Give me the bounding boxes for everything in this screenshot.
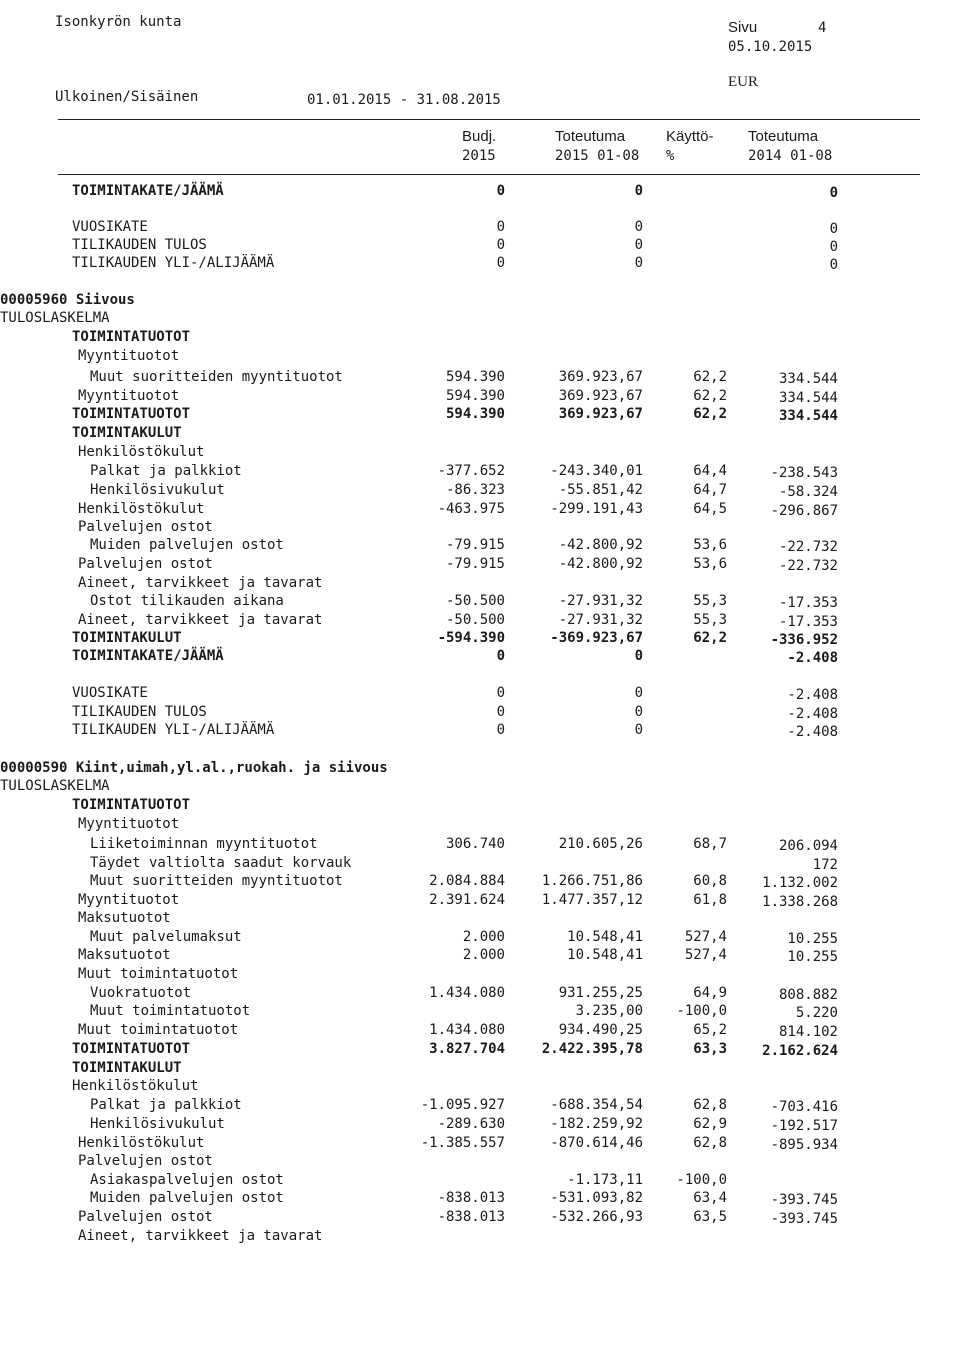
row-label: Myyntituotot xyxy=(78,816,180,832)
cell-actual: -182.259,92 xyxy=(550,1116,643,1132)
cell-budget: 0 xyxy=(496,704,505,720)
row-label: Täydet valtiolta saadut korvauk xyxy=(90,855,352,871)
cell-prev: -296.867 xyxy=(770,503,838,519)
header-top-rule xyxy=(58,119,920,120)
row-label: Asiakaspalvelujen ostot xyxy=(90,1172,284,1188)
cell-prev: 334.544 xyxy=(778,390,838,406)
row-label: Maksutuotot xyxy=(78,947,171,963)
cell-budget: 0 xyxy=(496,219,505,235)
col-budget-heading-1: Budj. xyxy=(462,128,497,145)
cell-pct: 64,7 xyxy=(693,482,727,498)
row-label: TOIMINTAKULUT xyxy=(72,630,182,646)
cell-actual: -1.173,11 xyxy=(567,1172,643,1188)
row-label: Palkat ja palkkiot xyxy=(90,463,242,479)
cell-prev: -393.745 xyxy=(770,1192,838,1208)
cell-actual: 931.255,25 xyxy=(558,985,643,1001)
cell-actual: -870.614,46 xyxy=(550,1135,643,1151)
cell-prev: 0 xyxy=(829,185,838,201)
cell-actual: -531.093,82 xyxy=(550,1190,643,1206)
col-actual-heading-1: Toteutuma xyxy=(555,128,626,145)
row-label: TILIKAUDEN TULOS xyxy=(72,704,207,720)
cell-budget: -50.500 xyxy=(445,612,505,628)
row-label: Palvelujen ostot xyxy=(78,1153,213,1169)
cell-budget: -463.975 xyxy=(437,501,505,517)
cell-actual: 0 xyxy=(634,219,643,235)
cell-budget: 1.434.080 xyxy=(429,1022,505,1038)
row-label: VUOSIKATE xyxy=(72,685,148,701)
cell-actual: 3.235,00 xyxy=(575,1003,643,1019)
cell-budget: 0 xyxy=(496,722,505,738)
cell-budget: 0 xyxy=(496,648,505,664)
cell-budget: 1.434.080 xyxy=(429,985,505,1001)
municipality-name: Isonkyrön kunta xyxy=(55,14,182,30)
row-label: Henkilöstökulut xyxy=(78,444,205,460)
cell-budget: 2.000 xyxy=(462,929,505,945)
cell-prev: 334.544 xyxy=(778,371,838,387)
row-label: Muut toimintatuotot xyxy=(78,966,239,982)
row-label: Aineet, tarvikkeet ja tavarat xyxy=(78,575,323,591)
cell-budget: 594.390 xyxy=(445,369,505,385)
cell-prev: 10.255 xyxy=(787,949,838,965)
cell-pct: 62,8 xyxy=(693,1135,727,1151)
cell-budget: -50.500 xyxy=(445,593,505,609)
row-label: Muiden palvelujen ostot xyxy=(90,1190,284,1206)
cell-pct: 64,5 xyxy=(693,501,727,517)
cell-prev: 1.338.268 xyxy=(762,894,838,910)
cell-prev: 334.544 xyxy=(778,408,838,424)
cell-prev: -2.408 xyxy=(787,687,838,703)
row-label: Muut suoritteiden myyntituotot xyxy=(90,369,343,385)
cell-actual: 369.923,67 xyxy=(558,388,643,404)
row-label: Myyntituotot xyxy=(78,348,180,364)
cell-pct: 53,6 xyxy=(693,537,727,553)
row-label: Aineet, tarvikkeet ja tavarat xyxy=(78,612,323,628)
cell-prev: 10.255 xyxy=(787,931,838,947)
cell-pct: 64,4 xyxy=(693,463,727,479)
cell-actual: 0 xyxy=(634,648,643,664)
cell-actual: 210.605,26 xyxy=(558,836,643,852)
cell-pct: 65,2 xyxy=(693,1022,727,1038)
cell-prev: 206.094 xyxy=(778,838,838,854)
cell-prev: -17.353 xyxy=(778,614,838,630)
row-label: TOIMINTAKULUT xyxy=(72,1060,182,1076)
cell-pct: 62,2 xyxy=(693,406,727,422)
cell-prev: -238.543 xyxy=(770,465,838,481)
row-label: Henkilöstökulut xyxy=(78,501,205,517)
cell-actual: -27.931,32 xyxy=(558,593,643,609)
row-label: Liiketoiminnan myyntituotot xyxy=(90,836,318,852)
cell-actual: -532.266,93 xyxy=(550,1209,643,1225)
cell-pct: 62,8 xyxy=(693,1097,727,1113)
row-label: Henkilöstökulut xyxy=(72,1078,199,1094)
cell-prev: -2.408 xyxy=(787,724,838,740)
page-number: 4 xyxy=(818,20,827,36)
cell-budget: 0 xyxy=(496,255,505,271)
row-label: Aineet, tarvikkeet ja tavarat xyxy=(78,1228,323,1244)
row-label: Maksutuotot xyxy=(78,910,171,926)
row-label: Myyntituotot xyxy=(78,892,180,908)
row-label: TULOSLASKELMA xyxy=(0,778,110,794)
cell-prev: 808.882 xyxy=(778,987,838,1003)
col-prev-heading-2: 2014 01-08 xyxy=(748,148,833,164)
cell-prev: 0 xyxy=(829,257,838,273)
cell-actual: 369.923,67 xyxy=(558,369,643,385)
col-usage-heading-1: Käyttö- xyxy=(666,128,714,145)
cell-prev: -336.952 xyxy=(770,632,838,648)
cell-budget: -838.013 xyxy=(437,1209,505,1225)
row-label: Muut toimintatuotot xyxy=(78,1022,239,1038)
row-label: Vuokratuotot xyxy=(90,985,192,1001)
cell-budget: -79.915 xyxy=(445,537,505,553)
row-label: TILIKAUDEN YLI-/ALIJÄÄMÄ xyxy=(72,255,275,271)
cell-actual: 1.477.357,12 xyxy=(541,892,643,908)
header-bottom-rule xyxy=(58,174,920,175)
cell-actual: 10.548,41 xyxy=(567,929,643,945)
cell-prev: 814.102 xyxy=(778,1024,838,1040)
cell-prev: 5.220 xyxy=(795,1005,838,1021)
cell-pct: 62,2 xyxy=(693,630,727,646)
report-scope: Ulkoinen/Sisäinen xyxy=(55,89,199,105)
report-period: 01.01.2015 - 31.08.2015 xyxy=(307,92,501,108)
cell-actual: -42.800,92 xyxy=(558,537,643,553)
row-label: Myyntituotot xyxy=(78,388,180,404)
cell-actual: 2.422.395,78 xyxy=(541,1041,643,1057)
cell-actual: 369.923,67 xyxy=(558,406,643,422)
row-label: TOIMINTATUOTOT xyxy=(72,329,191,345)
cell-budget: 2.391.624 xyxy=(429,892,505,908)
cell-prev: 1.132.002 xyxy=(762,875,838,891)
row-label: TILIKAUDEN YLI-/ALIJÄÄMÄ xyxy=(72,722,275,738)
row-label: Palvelujen ostot xyxy=(78,556,213,572)
report-date: 05.10.2015 xyxy=(728,39,813,55)
cell-prev: -58.324 xyxy=(778,484,838,500)
currency-label: EUR xyxy=(728,74,758,90)
cell-budget: 594.390 xyxy=(445,406,505,422)
row-label: Muut suoritteiden myyntituotot xyxy=(90,873,343,889)
cell-actual: -369.923,67 xyxy=(550,630,643,646)
cell-pct: 68,7 xyxy=(693,836,727,852)
row-label: Henkilösivukulut xyxy=(90,1116,225,1132)
row-label: TILIKAUDEN TULOS xyxy=(72,237,207,253)
cell-budget: 0 xyxy=(496,237,505,253)
row-label: 00005960 Siivous xyxy=(0,292,135,308)
row-label: TOIMINTATUOTOT xyxy=(72,1041,191,1057)
cell-budget: -1.385.557 xyxy=(420,1135,505,1151)
cell-prev: 2.162.624 xyxy=(762,1043,838,1059)
cell-actual: -299.191,43 xyxy=(550,501,643,517)
cell-prev: -22.732 xyxy=(778,558,838,574)
cell-pct: 61,8 xyxy=(693,892,727,908)
cell-budget: -838.013 xyxy=(437,1190,505,1206)
cell-prev: -2.408 xyxy=(787,650,838,666)
row-label: TULOSLASKELMA xyxy=(0,310,110,326)
row-label: Palkat ja palkkiot xyxy=(90,1097,242,1113)
cell-prev: -192.517 xyxy=(770,1118,838,1134)
row-label: Ostot tilikauden aikana xyxy=(90,593,284,609)
cell-pct: 55,3 xyxy=(693,612,727,628)
cell-actual: -243.340,01 xyxy=(550,463,643,479)
cell-actual: 1.266.751,86 xyxy=(541,873,643,889)
cell-pct: 62,9 xyxy=(693,1116,727,1132)
cell-pct: 60,8 xyxy=(693,873,727,889)
cell-budget: 0 xyxy=(496,685,505,701)
cell-pct: 55,3 xyxy=(693,593,727,609)
col-actual-heading-2: 2015 01-08 xyxy=(555,148,640,164)
row-label: Palvelujen ostot xyxy=(78,1209,213,1225)
cell-pct: 527,4 xyxy=(684,947,727,963)
col-prev-heading-1: Toteutuma xyxy=(748,128,819,145)
cell-budget: -377.652 xyxy=(437,463,505,479)
row-label: Henkilösivukulut xyxy=(90,482,225,498)
cell-prev: -895.934 xyxy=(770,1137,838,1153)
cell-pct: 64,9 xyxy=(693,985,727,1001)
cell-budget: 306.740 xyxy=(445,836,505,852)
row-label: Muut palvelumaksut xyxy=(90,929,242,945)
row-label: TOIMINTATUOTOT xyxy=(72,797,191,813)
cell-budget: -289.630 xyxy=(437,1116,505,1132)
cell-prev: -22.732 xyxy=(778,539,838,555)
cell-actual: 934.490,25 xyxy=(558,1022,643,1038)
row-label: Muut toimintatuotot xyxy=(90,1003,251,1019)
cell-pct: 527,4 xyxy=(684,929,727,945)
row-label: TOIMINTAKULUT xyxy=(72,425,182,441)
row-label: Henkilöstökulut xyxy=(78,1135,205,1151)
cell-pct: 62,2 xyxy=(693,369,727,385)
cell-actual: 10.548,41 xyxy=(567,947,643,963)
cell-prev: -17.353 xyxy=(778,595,838,611)
cell-actual: 0 xyxy=(634,183,643,199)
cell-budget: -79.915 xyxy=(445,556,505,572)
cell-actual: -55.851,42 xyxy=(558,482,643,498)
row-label: Palvelujen ostot xyxy=(78,519,213,535)
cell-budget: -594.390 xyxy=(437,630,505,646)
row-label: Muiden palvelujen ostot xyxy=(90,537,284,553)
page-label: Sivu xyxy=(728,19,758,36)
cell-pct: 53,6 xyxy=(693,556,727,572)
col-budget-heading-2: 2015 xyxy=(462,148,496,164)
row-label: TOIMINTAKATE/JÄÄMÄ xyxy=(72,183,224,199)
cell-budget: 3.827.704 xyxy=(429,1041,505,1057)
cell-actual: -42.800,92 xyxy=(558,556,643,572)
cell-pct: -100,0 xyxy=(676,1003,727,1019)
cell-prev: 0 xyxy=(829,221,838,237)
cell-prev: -393.745 xyxy=(770,1211,838,1227)
cell-actual: 0 xyxy=(634,704,643,720)
cell-pct: 62,2 xyxy=(693,388,727,404)
col-usage-heading-2: % xyxy=(666,148,675,164)
row-label: TOIMINTATUOTOT xyxy=(72,406,191,422)
cell-budget: 2.084.884 xyxy=(429,873,505,889)
cell-prev: -2.408 xyxy=(787,706,838,722)
cell-budget: 2.000 xyxy=(462,947,505,963)
cell-budget: 594.390 xyxy=(445,388,505,404)
cell-pct: 63,5 xyxy=(693,1209,727,1225)
cell-budget: -86.323 xyxy=(445,482,505,498)
cell-prev: -703.416 xyxy=(770,1099,838,1115)
cell-actual: 0 xyxy=(634,685,643,701)
cell-pct: -100,0 xyxy=(676,1172,727,1188)
row-label: 00000590 Kiint,uimah,yl.al.,ruokah. ja siivous xyxy=(0,760,388,776)
cell-budget: -1.095.927 xyxy=(420,1097,505,1113)
cell-actual: 0 xyxy=(634,237,643,253)
cell-pct: 63,4 xyxy=(693,1190,727,1206)
cell-prev: 0 xyxy=(829,239,838,255)
cell-actual: 0 xyxy=(634,255,643,271)
cell-prev: 172 xyxy=(812,857,838,873)
row-label: TOIMINTAKATE/JÄÄMÄ xyxy=(72,648,224,664)
cell-actual: -27.931,32 xyxy=(558,612,643,628)
cell-budget: 0 xyxy=(496,183,505,199)
cell-actual: 0 xyxy=(634,722,643,738)
row-label: VUOSIKATE xyxy=(72,219,148,235)
cell-actual: -688.354,54 xyxy=(550,1097,643,1113)
cell-pct: 63,3 xyxy=(693,1041,727,1057)
